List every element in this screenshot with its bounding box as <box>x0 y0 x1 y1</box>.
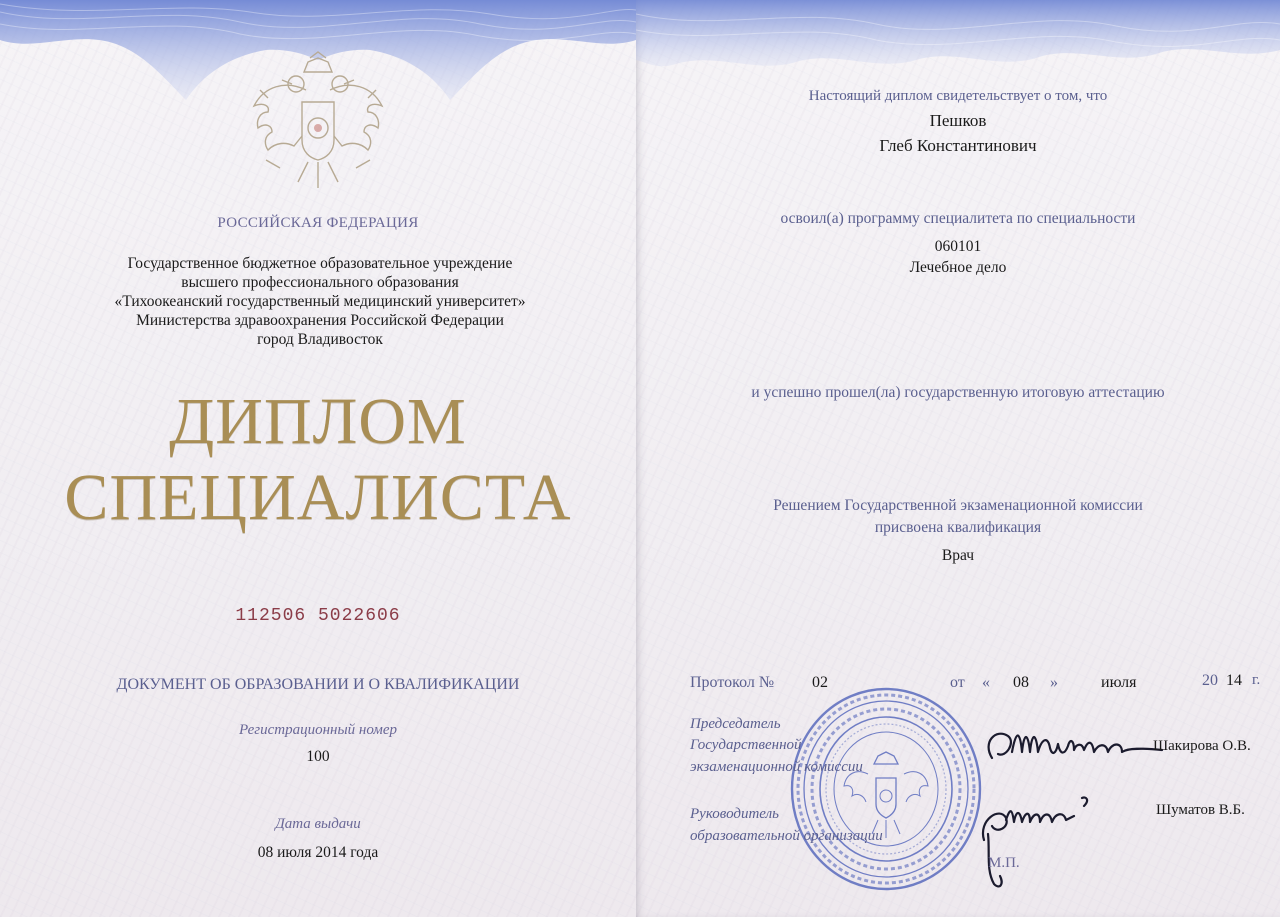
institution-line: Министерства здравоохранения Российской Федерации <box>136 312 504 329</box>
commission-decision-line2: присвоена квалификация <box>874 519 1042 536</box>
decorative-guilloche-border <box>636 0 1280 90</box>
official-seal-stamp-icon <box>786 684 986 894</box>
protocol-month: июля <box>1101 674 1137 691</box>
holder-given-names: Глеб Константинович <box>879 136 1037 155</box>
protocol-year-abbrev: г. <box>1252 672 1261 688</box>
diploma-title-line1: ДИПЛОМ <box>169 385 467 458</box>
commission-chair-label: Председатель <box>690 716 781 732</box>
diploma-left-page <box>0 0 636 917</box>
diploma-right-page <box>636 0 1280 917</box>
document-type: ДОКУМЕНТ ОБ ОБРАЗОВАНИИ И О КВАЛИФИКАЦИИ <box>116 676 520 693</box>
institution-line: город Владивосток <box>257 331 383 348</box>
head-signature-icon <box>970 780 1130 890</box>
program-statement: освоил(а) программу специалитета по специальности <box>780 210 1136 227</box>
chair-signature-icon <box>972 718 1172 778</box>
commission-chair-label: Государственной <box>690 737 802 753</box>
organization-head-name: Шуматов В.Б. <box>1156 802 1245 818</box>
issue-date-value: 08 июля 2014 года <box>257 844 379 861</box>
institution-name-block <box>60 254 580 349</box>
commission-chair-label: экзаменационной комиссии <box>690 759 863 775</box>
commission-decision-line1: Решением Государственной экзаменационной комиссии <box>773 497 1143 514</box>
registration-number-label: Регистрационный номер <box>238 722 397 738</box>
qualification-value: Врач <box>941 547 975 564</box>
organization-head-label: образовательной организации <box>690 828 883 844</box>
protocol-date-from: от <box>950 674 965 691</box>
diploma-title-line2: СПЕЦИАЛИСТА <box>64 461 572 534</box>
attestation-statement: и успешно прошел(ла) государственную итоговую аттестацию <box>751 384 1165 401</box>
issue-date-label: Дата выдачи <box>275 816 361 832</box>
serial-number: 112506 5022606 <box>235 606 401 626</box>
protocol-quote-open: « <box>982 674 990 691</box>
seal-place-label: М.П. <box>988 855 1020 871</box>
specialty-name: Лечебное дело <box>909 259 1007 276</box>
protocol-number: 02 <box>812 674 828 691</box>
institution-line: «Тихоокеанский государственный медицинский университет» <box>114 293 526 310</box>
specialty-code: 060101 <box>934 238 982 255</box>
institution-line: Государственное бюджетное образовательное учреждение <box>127 255 513 272</box>
protocol-quote-close: » <box>1050 674 1058 691</box>
institution-line: высшего профессионального образования <box>181 274 459 291</box>
protocol-year-prefix: 20 <box>1202 672 1218 689</box>
holder-surname: Пешков <box>929 111 987 130</box>
commission-chair-name: Шакирова О.В. <box>1153 738 1251 754</box>
protocol-day: 08 <box>1013 674 1029 691</box>
registration-number-value: 100 <box>306 748 330 765</box>
organization-head-label: Руководитель <box>690 806 779 822</box>
country-name: РОССИЙСКАЯ ФЕДЕРАЦИЯ <box>217 215 419 231</box>
diploma-intro-text: Настоящий диплом свидетельствует о том, что <box>808 88 1108 104</box>
coat-of-arms-emblem-icon <box>246 50 390 200</box>
protocol-year-suffix: 14 <box>1226 672 1242 689</box>
protocol-label: Протокол № <box>690 674 775 691</box>
